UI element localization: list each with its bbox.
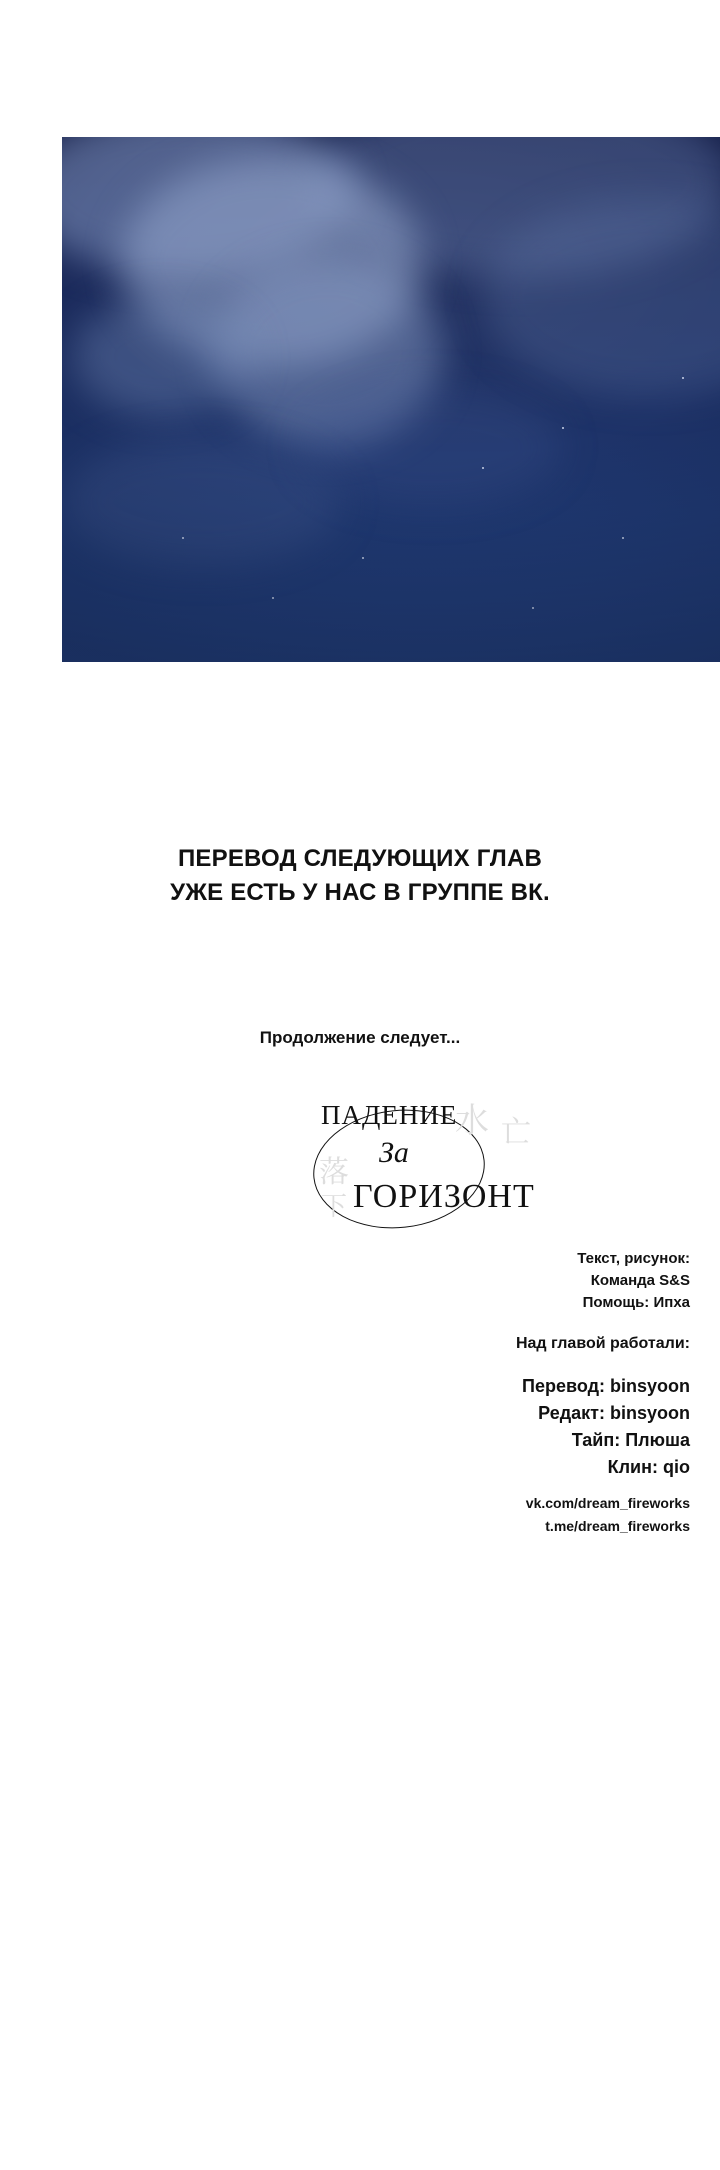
credits-team-line: Перевод: binsyoon xyxy=(522,1376,690,1396)
credits-team-line: Тайп: Плюша xyxy=(571,1430,690,1450)
series-logo xyxy=(305,1096,545,1236)
panel-vignette xyxy=(62,137,720,662)
logo-line-2: За xyxy=(379,1136,409,1169)
to-be-continued-text: Продолжение следует... xyxy=(259,1028,461,1047)
credits-heading: Над главой работали: xyxy=(515,1335,690,1352)
kanji-glyph-perish: 亡 xyxy=(501,1115,531,1150)
kanji-glyph-fall: 落 xyxy=(319,1155,349,1190)
credits-author-line: Текст, рисунок: xyxy=(577,1250,690,1267)
logo-line-3: ГОРИЗОНТ xyxy=(353,1178,535,1215)
logo-line-1: ПАДЕНИЕ xyxy=(321,1100,458,1130)
announcement-line-1: ПЕРЕВОД СЛЕДУЮЩИХ ГЛАВ xyxy=(177,845,543,872)
kanji-glyph-down: 下 xyxy=(321,1192,348,1222)
credits-team-line: Редакт: binsyoon xyxy=(538,1403,690,1423)
announcement-line-2: УЖЕ ЕСТЬ У НАС В ГРУППЕ ВК. xyxy=(170,879,550,906)
credits-link-telegram[interactable]: t.me/dream_fireworks xyxy=(545,1518,690,1534)
credits-author-line: Команда S&S xyxy=(590,1272,690,1289)
kanji-glyph-water: 水 xyxy=(455,1101,489,1141)
credits-link-vk[interactable]: vk.com/dream_fireworks xyxy=(525,1495,690,1511)
night-sky-panel xyxy=(62,137,720,662)
announcement-headline xyxy=(0,842,720,910)
credits-authors xyxy=(577,1248,690,1314)
credits-team xyxy=(522,1373,690,1481)
credits-team-line: Клин: qio xyxy=(607,1457,690,1477)
credits-author-line: Помощь: Ипха xyxy=(582,1294,690,1311)
credits-links xyxy=(526,1492,690,1538)
